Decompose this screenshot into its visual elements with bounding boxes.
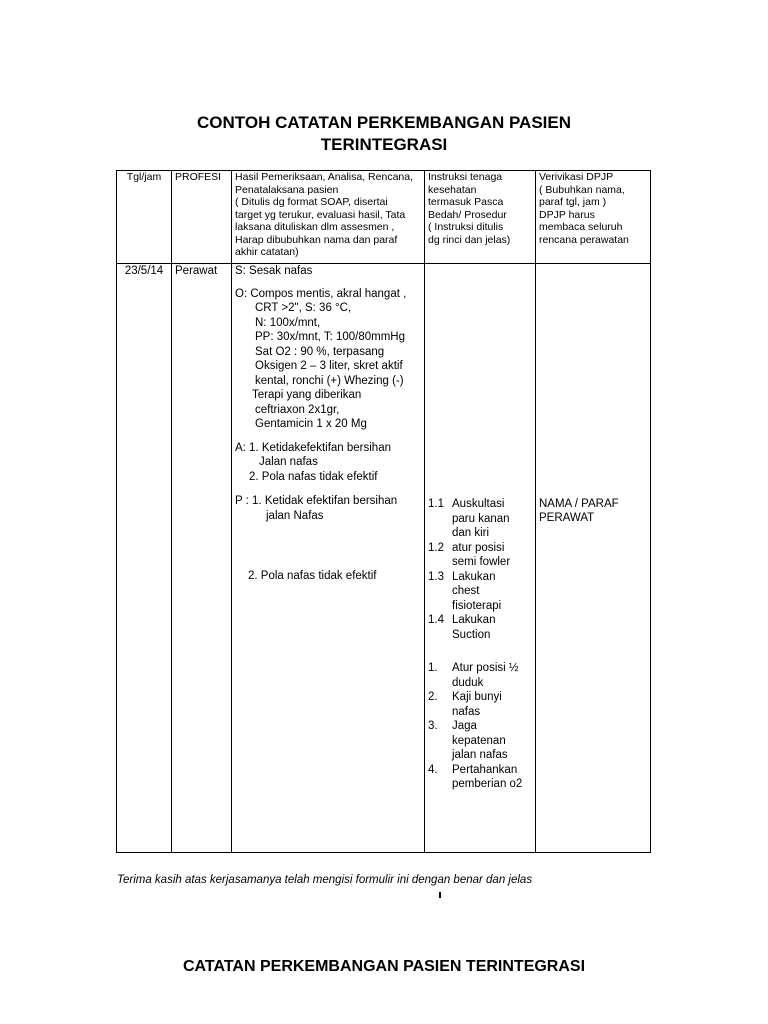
header-date: Tgl/jam — [117, 171, 172, 264]
header-soap: Hasil Pemeriksaan, Analisa, Rencana, Penatalaksana pasien ( Ditulis dg format SOAP, disertai target yg terukur, evaluasi hasil, Tata laksana dituliskan dlm assesmen , Harap dibubuhkan nama dan paraf akhir catatan) — [232, 171, 425, 264]
objective-line: Sat O2 : 90 %, terpasang — [255, 345, 385, 358]
soap-objective — [235, 287, 421, 432]
instructions-group-2 — [428, 661, 532, 792]
instruction-number: 1. — [428, 662, 438, 674]
list-item — [428, 719, 532, 763]
instruction-text: Kaji bunyi nafas — [452, 691, 502, 718]
row-instructions — [425, 264, 536, 853]
instruction-number: 4. — [428, 763, 438, 776]
objective-line: Oksigen 2 – 3 liter, skret aktif — [255, 360, 403, 372]
instructions-group-1 — [428, 497, 532, 642]
objective-line: Gentamicin 1 x 20 Mg — [255, 418, 367, 430]
instruction-number: 1.3 — [428, 570, 444, 583]
list-item — [428, 497, 532, 541]
objective-line: ceftriaxon 2x1gr, — [255, 403, 340, 416]
stray-mark — [439, 892, 441, 898]
objective-line: CRT >2", S: 36 °C, — [255, 302, 352, 314]
soap-assessment — [235, 441, 421, 485]
verification-text: NAMA / PARAF PERAWAT — [539, 498, 619, 524]
list-item — [428, 541, 532, 570]
list-item — [428, 570, 532, 614]
plan-line: P : 1. Ketidak efektifan bersihan — [235, 495, 398, 507]
objective-line: O: Compos mentis, akral hangat , — [235, 287, 407, 300]
row-soap-notes — [232, 264, 425, 853]
instruction-text: Pertahankan pemberian o2 — [452, 763, 523, 790]
objective-line: Terapi yang diberikan — [252, 389, 362, 401]
instruction-text: Auskultasi paru kanan dan kiri — [452, 498, 510, 539]
table-row — [117, 264, 651, 853]
instruction-number: 1.1 — [428, 498, 444, 510]
instruction-text: Atur posisi ½ duduk — [452, 662, 519, 689]
header-profession: PROFESI — [172, 171, 232, 264]
plan-line: jalan Nafas — [266, 509, 324, 522]
list-item — [428, 613, 532, 642]
second-page-title: CATATAN PERKEMBANGAN PASIEN TERINTEGRASI — [182, 958, 586, 975]
list-item — [428, 661, 532, 690]
instruction-text: atur posisi semi fowler — [452, 541, 511, 568]
title-line-2: TERINTEGRASI — [320, 135, 448, 154]
plan-line: 2. Pola nafas tidak efektif — [248, 570, 377, 582]
soap-plan — [235, 494, 421, 584]
instruction-text: Jaga kepatenan jalan nafas — [452, 720, 508, 761]
objective-line: PP: 30x/mnt, T: 100/80mmHg — [255, 331, 405, 343]
footnote: Terima kasih atas kerjasamanya telah mengisi formulir ini dengan benar dan jelas — [117, 874, 533, 886]
instruction-text: Lakukan chest fisioterapi — [452, 570, 502, 612]
list-item — [428, 763, 532, 792]
list-item — [428, 690, 532, 719]
row-profession: Perawat — [172, 264, 232, 853]
progress-notes-table — [116, 170, 651, 853]
row-verification — [536, 264, 651, 853]
assessment-line: Jalan nafas — [259, 456, 318, 468]
soap-subjective: S: Sesak nafas — [235, 265, 313, 277]
header-verification: Verivikasi DPJP ( Bubuhkan nama, paraf tgl, jam ) DPJP harus membaca seluruh rencana perawatan — [536, 171, 651, 264]
assessment-line: A: 1. Ketidakefektifan bersihan — [235, 441, 391, 454]
objective-line: N: 100x/mnt, — [255, 316, 321, 329]
instruction-number: 1.2 — [428, 541, 444, 554]
table-header-row — [117, 171, 651, 264]
instruction-number: 3. — [428, 720, 438, 732]
instruction-text: Lakukan Suction — [452, 614, 496, 641]
instruction-number: 1.4 — [428, 614, 444, 626]
row-date: 23/5/14 — [117, 264, 172, 853]
instruction-number: 2. — [428, 691, 438, 703]
title-line-1: CONTOH CATATAN PERKEMBANGAN PASIEN — [197, 113, 571, 132]
header-instructions: Instruksi tenaga kesehatan termasuk Pasca Bedah/ Prosedur ( Instruksi ditulis dg rinci dan jelas) — [425, 171, 536, 264]
objective-line: kental, ronchi (+) Whezing (-) — [255, 374, 404, 387]
document-title — [0, 112, 768, 156]
assessment-line: 2. Pola nafas tidak efektif — [249, 470, 378, 483]
